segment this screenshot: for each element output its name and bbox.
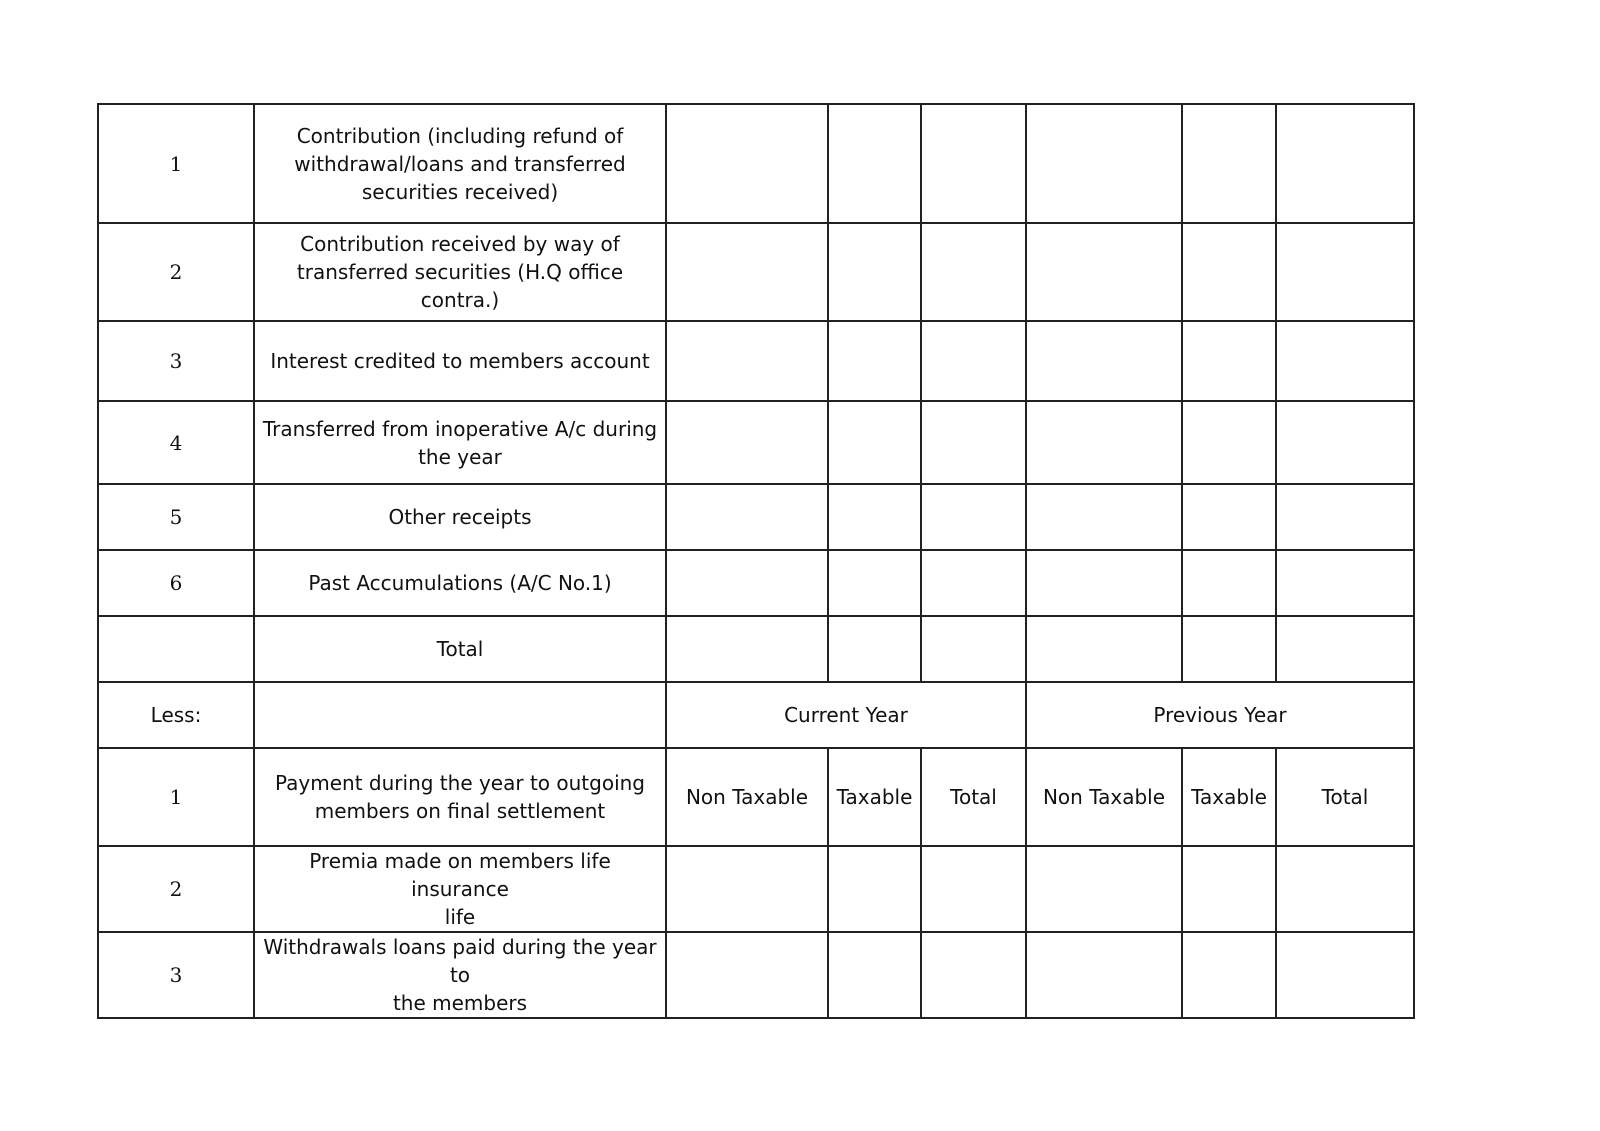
- amount-cell: [921, 401, 1026, 484]
- amount-cell: [1026, 484, 1182, 550]
- amount-cell: [666, 932, 828, 1018]
- table-row: [98, 846, 1414, 932]
- amount-cell: [666, 484, 828, 550]
- amount-cell: [1276, 846, 1414, 932]
- amount-cell: [921, 550, 1026, 616]
- row-number: 3: [98, 321, 254, 401]
- amount-cell: [1026, 321, 1182, 401]
- table-row: [98, 223, 1414, 321]
- amount-cell: [1276, 550, 1414, 616]
- amount-cell: [828, 321, 921, 401]
- amount-cell: [666, 616, 828, 682]
- row-description: Interest credited to members account: [254, 321, 666, 401]
- row-description: Transferred from inoperative A/c during the year: [254, 401, 666, 484]
- table-row: [98, 484, 1414, 550]
- current-year-header: Current Year: [666, 682, 1026, 748]
- column-header-taxable: Taxable: [1182, 748, 1276, 846]
- column-header-non-taxable: Non Taxable: [1026, 748, 1182, 846]
- table-row: [98, 321, 1414, 401]
- amount-cell: [1026, 104, 1182, 223]
- amount-cell: [666, 550, 828, 616]
- amount-cell: [666, 223, 828, 321]
- amount-cell: [666, 104, 828, 223]
- row-description: Contribution received by way of transferred securities (H.Q office contra.): [254, 223, 666, 321]
- amount-cell: [1276, 616, 1414, 682]
- amount-cell: [828, 550, 921, 616]
- amount-cell: [1026, 223, 1182, 321]
- column-header-non-taxable: Non Taxable: [666, 748, 828, 846]
- row-description: Withdrawals loans paid during the year to the members: [254, 932, 666, 1018]
- column-header-taxable: Taxable: [828, 748, 921, 846]
- row-description: Past Accumulations (A/C No.1): [254, 550, 666, 616]
- amount-cell: [921, 846, 1026, 932]
- column-header-total: Total: [921, 748, 1026, 846]
- amount-cell: [1182, 484, 1276, 550]
- row-number: 5: [98, 484, 254, 550]
- amount-cell: [828, 616, 921, 682]
- table-row: [98, 748, 1414, 846]
- amount-cell: [666, 401, 828, 484]
- amount-cell: [828, 401, 921, 484]
- amount-cell: [828, 932, 921, 1018]
- less-header-row: [98, 682, 1414, 748]
- amount-cell: [1182, 932, 1276, 1018]
- amount-cell: [1026, 401, 1182, 484]
- amount-cell: [828, 104, 921, 223]
- previous-year-header: Previous Year: [1026, 682, 1414, 748]
- amount-cell: [1276, 223, 1414, 321]
- amount-cell: [1182, 321, 1276, 401]
- row-number: 2: [98, 846, 254, 932]
- amount-cell: [1026, 846, 1182, 932]
- amount-cell: [1182, 401, 1276, 484]
- row-description: Contribution (including refund of withdrawal/loans and transferred securities received): [254, 104, 666, 223]
- row-description: Premia made on members life insurance life: [254, 846, 666, 932]
- amount-cell: [1026, 932, 1182, 1018]
- amount-cell: [1182, 616, 1276, 682]
- blank-header-cell: [254, 682, 666, 748]
- amount-cell: [1182, 846, 1276, 932]
- statement-table: [97, 103, 1415, 1019]
- amount-cell: [921, 616, 1026, 682]
- amount-cell: [921, 104, 1026, 223]
- amount-cell: [666, 846, 828, 932]
- amount-cell: [1182, 104, 1276, 223]
- row-number: 2: [98, 223, 254, 321]
- amount-cell: [1276, 484, 1414, 550]
- row-number: 4: [98, 401, 254, 484]
- table-row: [98, 550, 1414, 616]
- less-label: Less:: [98, 682, 254, 748]
- amount-cell: [921, 223, 1026, 321]
- amount-cell: [921, 321, 1026, 401]
- amount-cell: [1276, 401, 1414, 484]
- amount-cell: [1182, 550, 1276, 616]
- amount-cell: [921, 932, 1026, 1018]
- row-number: [98, 616, 254, 682]
- amount-cell: [828, 223, 921, 321]
- row-number: 3: [98, 932, 254, 1018]
- total-label: Total: [254, 616, 666, 682]
- row-number: 1: [98, 748, 254, 846]
- amount-cell: [921, 484, 1026, 550]
- amount-cell: [1276, 321, 1414, 401]
- amount-cell: [828, 484, 921, 550]
- amount-cell: [1026, 616, 1182, 682]
- amount-cell: [666, 321, 828, 401]
- table-row: [98, 401, 1414, 484]
- table-row: [98, 932, 1414, 1018]
- amount-cell: [1276, 104, 1414, 223]
- row-description: Payment during the year to outgoing members on final settlement: [254, 748, 666, 846]
- table-row: [98, 104, 1414, 223]
- amount-cell: [1276, 932, 1414, 1018]
- total-row: [98, 616, 1414, 682]
- row-number: 6: [98, 550, 254, 616]
- amount-cell: [828, 846, 921, 932]
- row-description: Other receipts: [254, 484, 666, 550]
- amount-cell: [1026, 550, 1182, 616]
- row-number: 1: [98, 104, 254, 223]
- amount-cell: [1182, 223, 1276, 321]
- column-header-total: Total: [1276, 748, 1414, 846]
